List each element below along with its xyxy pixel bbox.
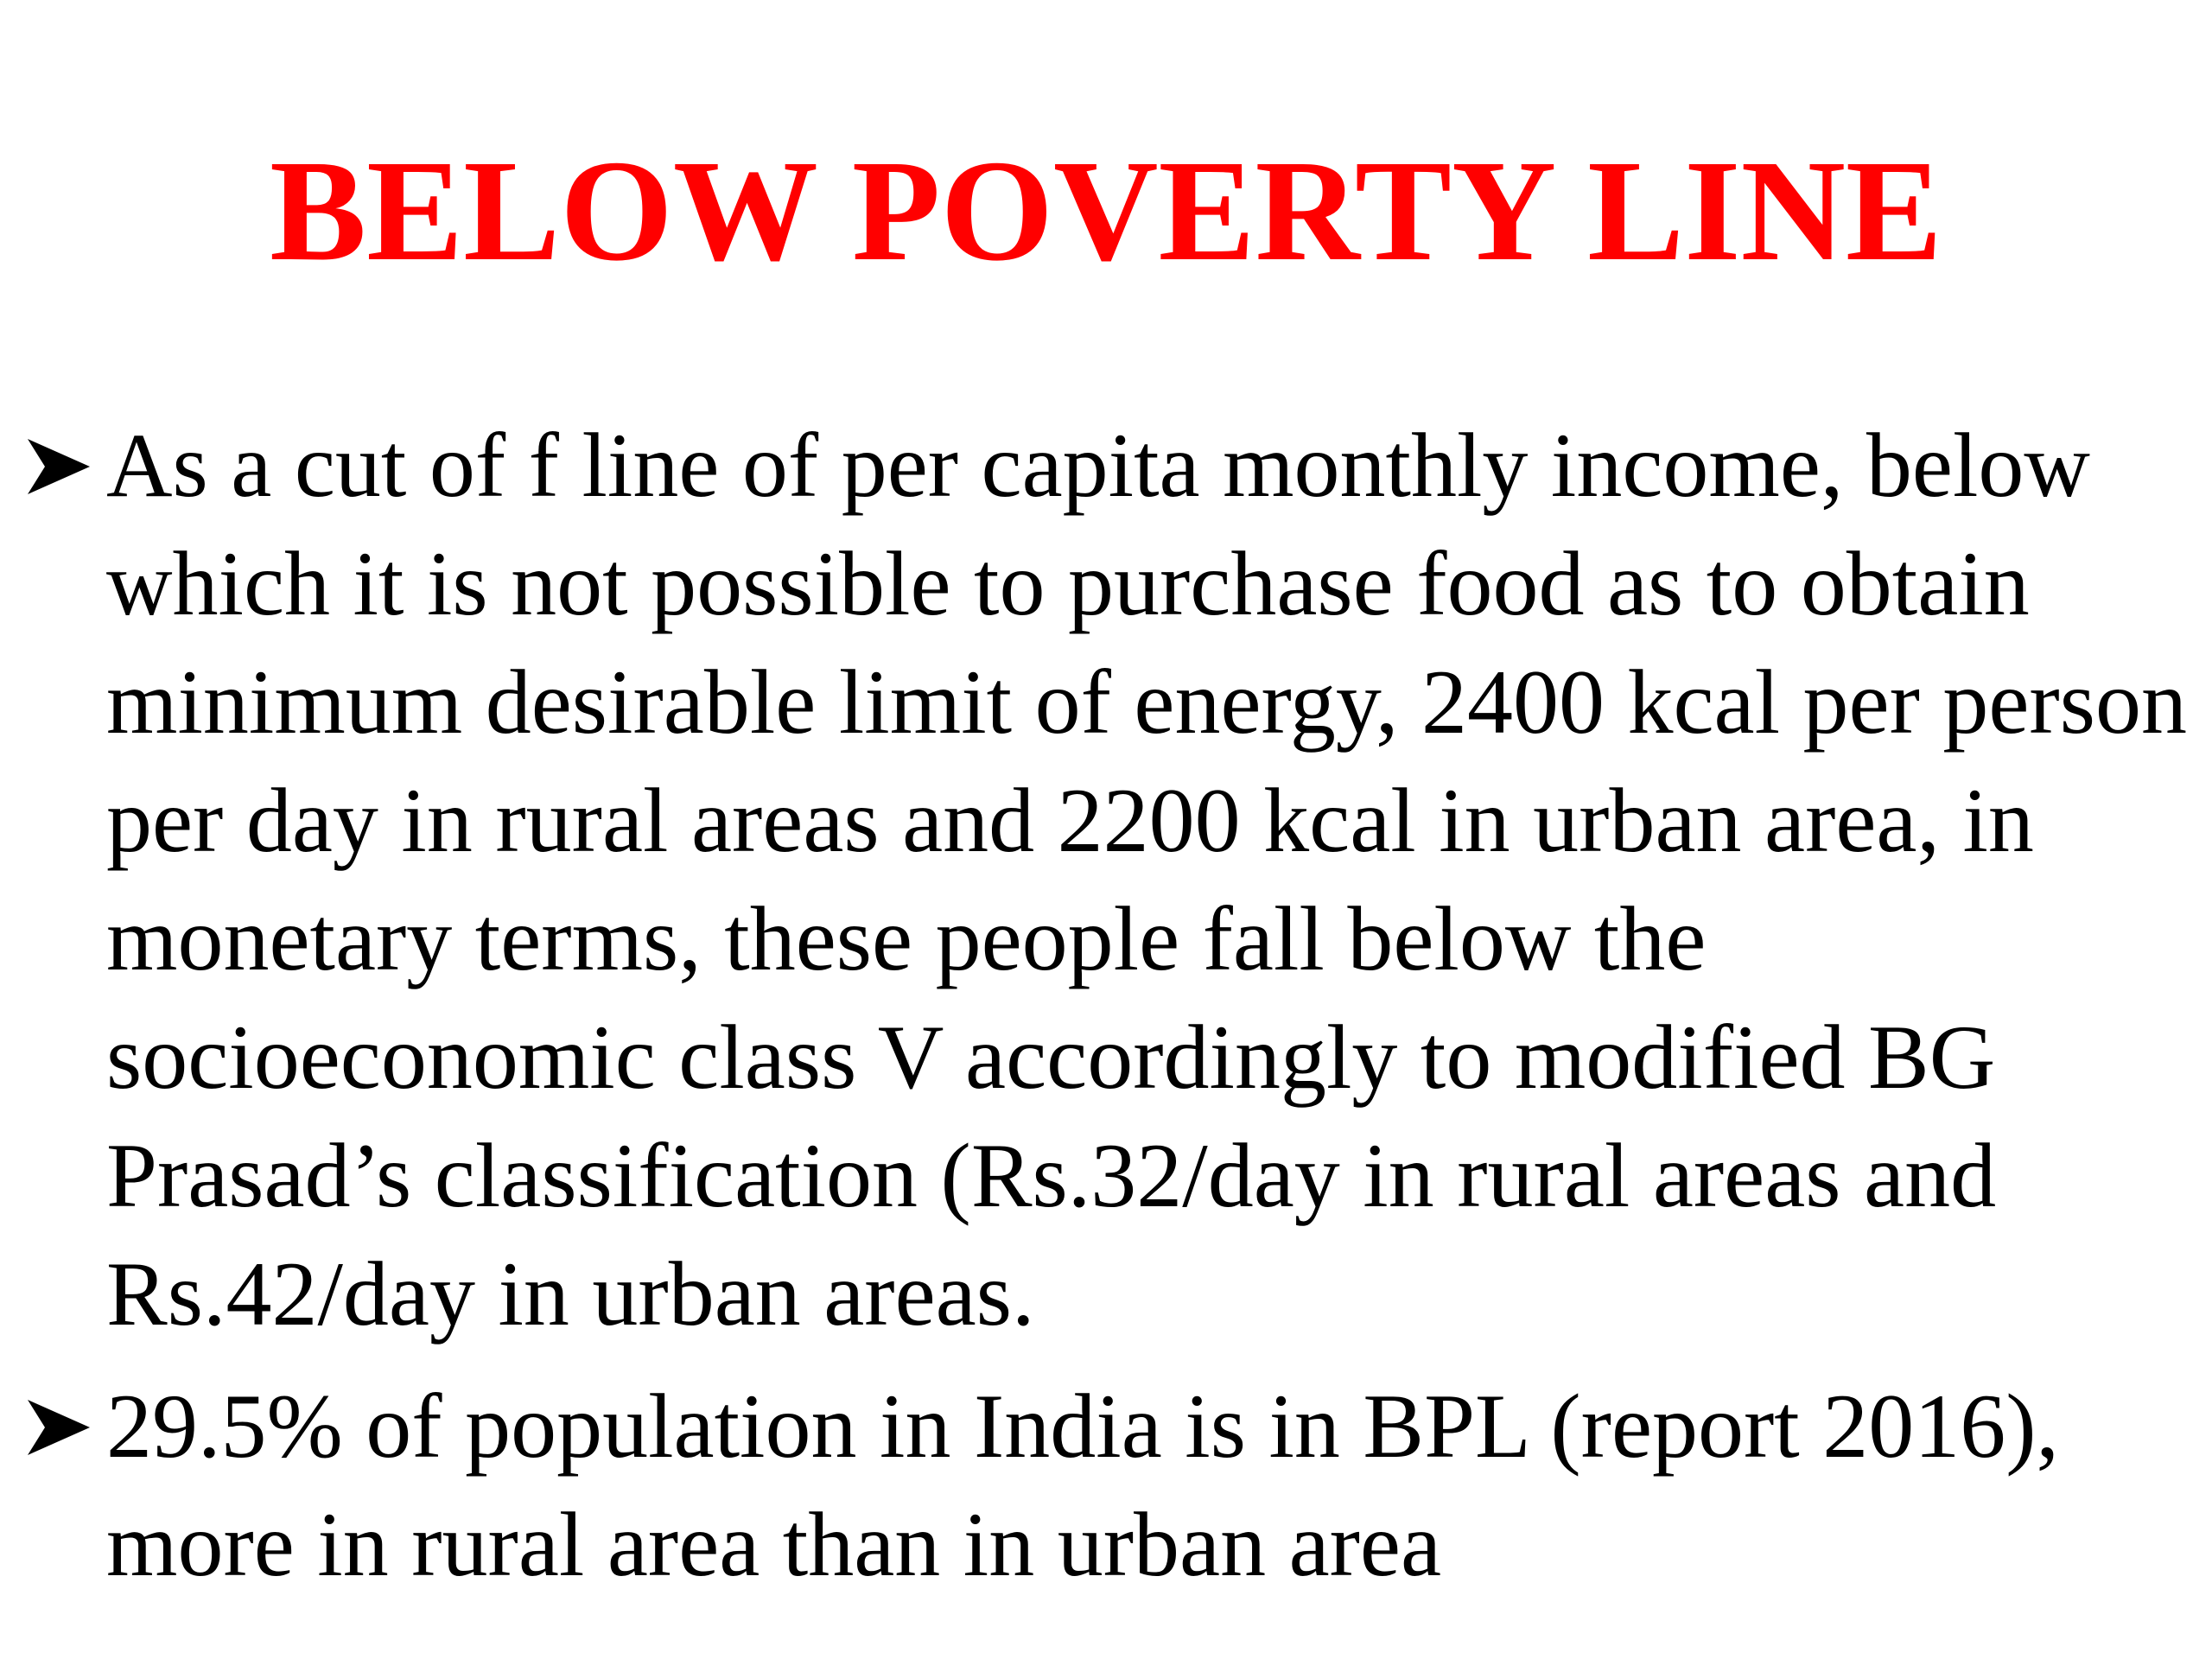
bullet-text: As a cut of f line of per capita monthly income, below which it is not possible to purchase food as to obtain minimum desirable limit of energy, 2400 kcal per person per day in rural areas and 2200 kcal in urban area, in monetary terms, these people fall below the socioeconomic class V accordingly to modified BG Prasad’s classification (Rs.32/day in rural areas and Rs.42/day in urban areas. bbox=[106, 415, 2187, 1344]
bullet-item bbox=[24, 1367, 2202, 1604]
arrowhead-bullet-icon bbox=[24, 1393, 93, 1462]
bullet-list bbox=[24, 406, 2202, 1604]
bullet-item bbox=[24, 406, 2202, 1353]
arrowhead-bullet-icon bbox=[24, 432, 93, 501]
slide-title: BELOW POVERTY LINE bbox=[270, 130, 1942, 291]
bullet-text: 29.5% of population in India is in BPL (report 2016), more in rural area than in urban area bbox=[106, 1376, 2060, 1595]
